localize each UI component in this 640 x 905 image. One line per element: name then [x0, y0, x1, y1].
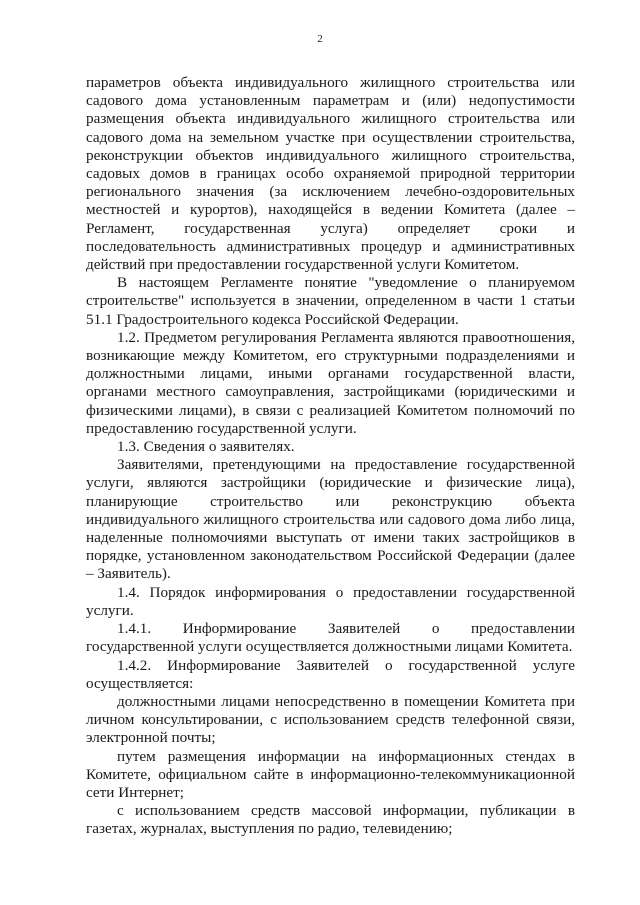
paragraph-1-2-subject: 1.2. Предметом регулирования Регламента являются правоотношения, возникающие между Комитетом, его структурными подразделениями и должностными лицами, иными органами государственной власти, органами местного самоуправления, застройщиками (юридическими и физическими лицами), в связи с реализацией Комитетом полномочий по предоставлению государственной услуги. — [86, 328, 575, 437]
document-body — [86, 74, 575, 839]
page-number: 2 — [317, 33, 323, 45]
paragraph-stands-website: путем размещения информации на информационных стендах в Комитете, официальном сайте в информационно-телекоммуникационной сети Интернет; — [86, 747, 575, 801]
paragraph-1-3-heading: 1.3. Сведения о заявителях. — [117, 438, 295, 456]
paragraph-1-4-1: 1.4.1. Информирование Заявителей о предоставлении государственной услуги осуществляется должностными лицами Комитета. — [86, 620, 575, 656]
paragraph-1-4-heading: 1.4. Порядок информирования о предоставлении государственной услуги. — [86, 583, 575, 619]
paragraph-notification-definition: В настоящем Регламенте понятие "уведомление о планируемом строительстве" используется в значении, определенном в части 1 статьи 51.1 Градостроительного кодекса Российской Федерации. — [86, 274, 575, 328]
paragraph-in-person: должностными лицами непосредственно в помещении Комитета при личном консультировании, с использованием средств телефонной связи, электронной почты; — [86, 692, 575, 747]
paragraph-mass-media: с использованием средств массовой информации, публикации в газетах, журналах, выступления по радио, телевидению; — [86, 802, 575, 838]
paragraph-intro-continuation: параметров объекта индивидуального жилищного строительства или садового дома установленным параметрам и (или) недопустимости размещения объекта индивидуального жилищного строительства или садового дома на земельном участке при осуществлении строительства, реконструкции объектов индивидуального жилищного строительства, садовых домов в границах особо охраняемой природной территории регионального значения (за исключением лечебно-оздоровительных местностей и курортов), находящейся в ведении Комитета (далее – Регламент, государственная услуга) определяет сроки и последовательность административных процедур и административных действий при предоставлении государственной услуги Комитетом. — [86, 74, 575, 274]
paragraph-applicants: Заявителями, претендующими на предоставление государственной услуги, являются застройщики (юридические и физические лица), планирующие строительство или реконструкцию объекта индивидуального жилищного строительства или садового дома либо лица, наделенные полномочиями выступать от имени таких застройщиков в порядке, установленном законодательством Российской Федерации (далее – Заявитель). — [86, 456, 575, 583]
paragraph-1-4-2: 1.4.2. Информирование Заявителей о государственной услуге осуществляется: — [86, 656, 575, 692]
